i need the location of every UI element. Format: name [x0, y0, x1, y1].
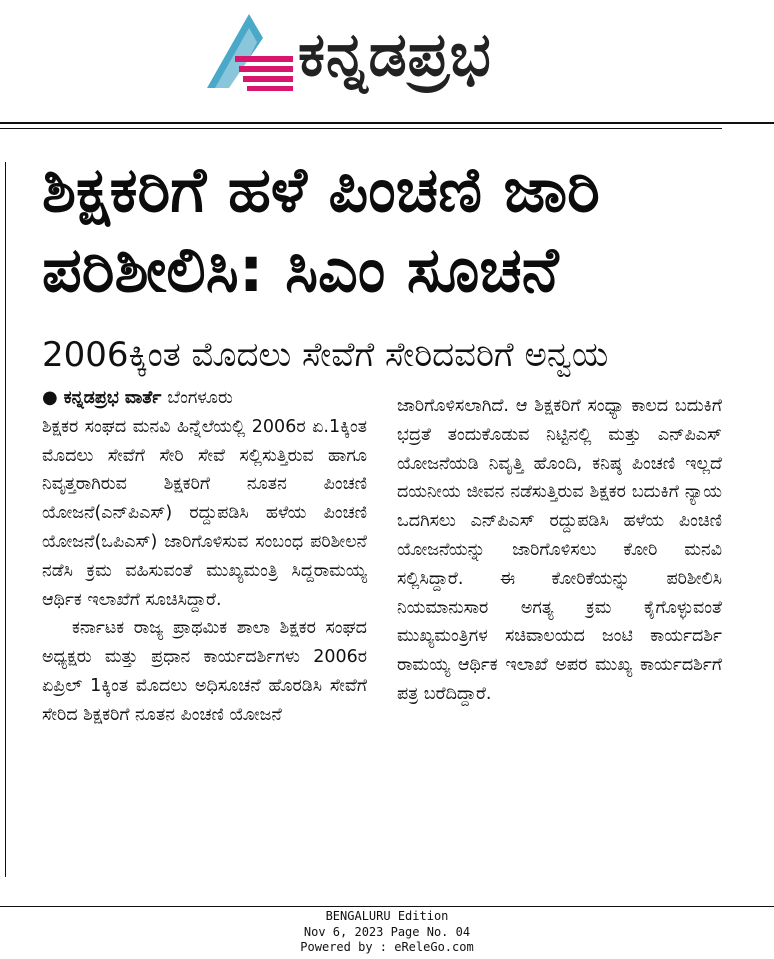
article-paragraph: ಶಿಕ್ಷಕರ ಸಂಘದ ಮನವಿ ಹಿನ್ನೆಲೆಯಲ್ಲಿ 2006ರ ಏ.1ಕ್ಕಿಂತ ಮೊದಲು ಸೇವೆಗೆ ಸೇರಿ ಸೇವೆ ಸಲ್ಲಿಸುತ್ತಿರುವ ಹಾಗೂ ನಿವೃತ್ತರಾಗಿರುವ ಶಿಕ್ಷಕರಿಗೆ ನೂತನ ಪಿಂಚಣಿ ಯೋಜನೆ(ಎನ್‌ಪಿಎಸ್) ರದ್ದುಪಡಿಸಿ ಹಳೆಯ ಪಿಂಚಣಿ ಯೋಜನೆ(ಒಪಿಎಸ್) ಜಾರಿಗೊಳಿಸುವ ಸಂಬಂಧ ಪರಿಶೀಲನೆ ನಡೆಸಿ ಕ್ರಮ ವಹಿಸುವಂತೆ ಮುಖ್ಯಮಂತ್ರಿ ಸಿದ್ದರಾಮಯ್ಯ ಆರ್ಥಿಕ ಇಲಾಖೆಗೆ ಸೂಚಿಸಿದ್ದಾರೆ. [42, 416, 367, 610]
footer [0, 909, 774, 956]
subheadline: 2006ಕ್ಕಿಂತ ಮೊದಲು ಸೇವೆಗೆ ಸೇರಿದವರಿಗೆ ಅನ್ವಯ [42, 335, 609, 375]
byline-source: ಕನ್ನಡಪ್ರಭ ವಾರ್ತೆ [63, 388, 162, 408]
footer-edition: BENGALURU Edition [325, 909, 449, 923]
masthead-rule-thin [0, 128, 722, 129]
footer-date-page: Nov 6, 2023 Page No. 04 [303, 924, 471, 939]
article-paragraph: ಜಾರಿಗೊಳಿಸಲಾಗಿದೆ. ಆ ಶಿಕ್ಷಕರಿಗೆ ಸಂಧ್ಯಾ ಕಾಲದ ಬದುಕಿಗೆ ಭದ್ರತೆ ತಂದುಕೊಡುವ ನಿಟ್ಟಿನಲ್ಲಿ ಮತ್ತು ಎನ್‌ಪಿಎಸ್ ಯೋಜನೆಯಡಿ ನಿವೃತ್ತಿ ಹೊಂದಿ, ಕನಿಷ್ಠ ಪಿಂಚಣಿ ಇಲ್ಲದೆ ದಯನೀಯ ಜೀವನ ನಡೆಸುತ್ತಿರುವ ಶಿಕ್ಷಕರ ಬದುಕಿಗೆ ನ್ಯಾಯ ಒದಗಿಸಲು ಎನ್‌ಪಿಎಸ್ ರದ್ದುಪಡಿಸಿ ಹಳೆಯ ಪಿಂಚಿಣಿ ಯೋಜನೆಯನ್ನು ಜಾರಿಗೊಳಿಸಲು ಕೋರಿ ಮನವಿ ಸಲ್ಲಿಸಿದ್ದಾರೆ. ಈ ಕೋರಿಕೆಯನ್ನು ಪರಿಶೀಲಿಸಿ ನಿಯಮಾನುಸಾರ ಅಗತ್ಯ ಕ್ರಮ ಕೈಗೊಳ್ಳುವಂತೆ ಮುಖ್ಯಮಂತ್ರಿಗಳ ಸಚಿವಾಲಯದ ಜಂಟಿ ಕಾರ್ಯದರ್ಶಿ ರಾಮಯ್ಯ ಆರ್ಥಿಕ ಇಲಾಖೆ ಅಪರ ಮುಖ್ಯ ಕಾರ್ಯದರ್ಶಿಗೆ ಪತ್ರ ಬರೆದಿದ್ದಾರೆ. [397, 396, 722, 704]
column-border [5, 162, 6, 877]
masthead-rule [0, 122, 774, 124]
footer-powered-by: Powered by : eReleGo.com [300, 940, 474, 954]
article-paragraph: ಕರ್ನಾಟಕ ರಾಜ್ಯ ಪ್ರಾಥಮಿಕ ಶಾಲಾ ಶಿಕ್ಷಕರ ಸಂಘದ ಅಧ್ಯಕ್ಷರು ಮತ್ತು ಪ್ರಧಾನ ಕಾರ್ಯದರ್ಶಿಗಳು 2006ರ ಏಪ್ರಿಲ್ 1ಕ್ಕಿಂತ ಮೊದಲು ಅಧಿಸೂಚನೆ ಹೊರಡಿಸಿ ಸೇವೆಗೆ ಸೇರಿದ ಶಿಕ್ಷಕರಿಗೆ ನೂತನ ಪಿಂಚಣಿ ಯೋಜನೆ [42, 618, 367, 725]
headline: ಶಿಕ್ಷಕರಿಗೆ ಹಳೆ ಪಿಂಚಣಿ ಜಾರಿ ಪರಿಶೀಲಿಸಿ: ಸಿಎಂ ಸೂಚನೆ [42, 153, 600, 306]
bullet-icon: ● [42, 387, 58, 408]
footer-rule [0, 906, 774, 907]
byline-city: ಬೆಂಗಳೂರು [167, 388, 233, 408]
masthead [0, 0, 774, 120]
brand-name: ಕನ್ನಡಪ್ರಭ [298, 20, 492, 90]
byline [42, 384, 367, 413]
article-column-right [397, 392, 722, 709]
article-column-left [42, 384, 367, 730]
kannadaprabha-logo-icon [205, 12, 295, 92]
